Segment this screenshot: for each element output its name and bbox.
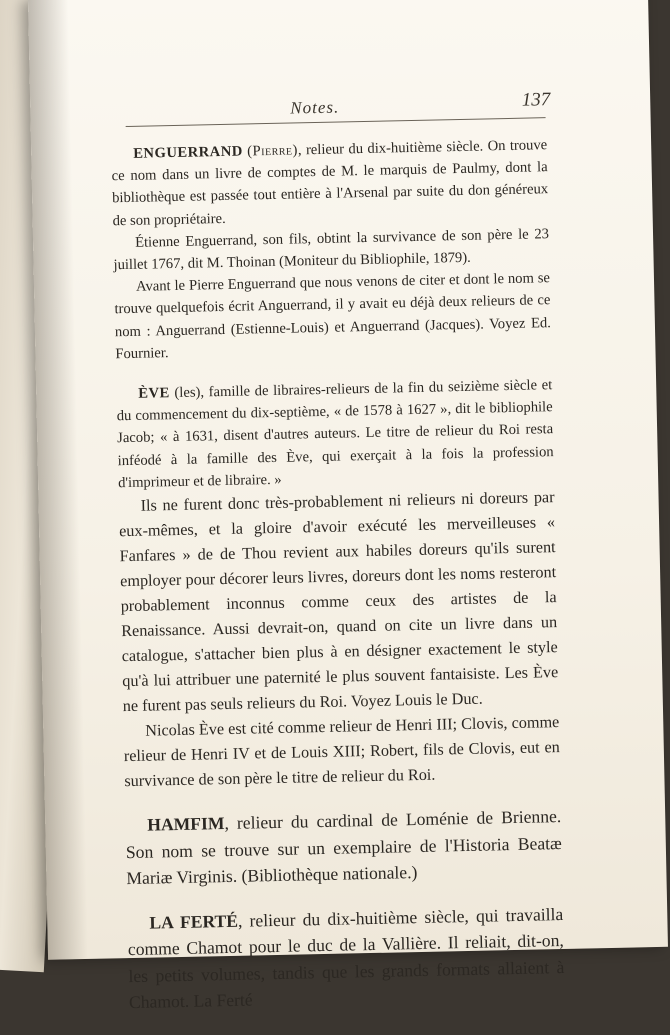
entry-paragraph (127, 901, 565, 1016)
entry-paragraph (111, 134, 549, 232)
entry-headword: ÈVE (138, 385, 170, 402)
entry-text: , relieur du dix-huitième siècle. On trouve ce nom dans un livre de comptes de M. le marquis de Paulmy, dont la bibliothèque est passée tout entière à l'Arsenal par suite du don généreux de son propriétaire. (111, 137, 549, 229)
entry-enguerrand (111, 134, 552, 365)
entry-paragraph: Avant le Pierre Enguerrand que nous venons de citer et dont le nom se trouve quelquefois écrit Anguerrand, il y avait eu déjà deux relieurs de ce nom : Anguerrand (Estienne-Louis) et Anguerrand (Jacques). Voyez Ed. Fournier. (114, 270, 552, 363)
entry-paragraph: Étienne Enguerrand, son fils, obtint la survivance de son père le 23 juillet 1767, dit M. Thoinan (Moniteur du Bibliophile, 1879). (113, 225, 550, 274)
entry-text: , famille de libraires-relieurs de la fin du seizième siècle et du commencement du dix-septième, « de 1578 à 1627 », dit le bibliophile Jacob; « à 1631, disent d'autres auteurs. Le titre de relieur du Roi resta inféodé à la famille des Ève, qui exerçait à la fois la profession d'imprimeur et de libraire. » (116, 377, 554, 492)
page-number: 137 (521, 89, 551, 111)
entry-eve (116, 374, 561, 794)
entry-headword: ENGUERRAND (133, 143, 243, 162)
entry-paragraph: Ils ne furent donc très-probablement ni relieurs ni doreurs par eux-mêmes, et la gloire d'avoir exécuté les merveilleuses « Fanfares » de de Thou revient aux habiles doreurs qu'ils surent employer pour décorer leurs livres, doreurs dont les noms resteront probablement inconnus comme ceux des artistes de la Renaissance. Aussi devrait-on, quand on cite un livre dans un catalogue, s'attacher bien plus à en désigner exactement le style qu'à lui attribuer une paternité le plus souvent fantaisiste. Les Ève ne furent pas seuls relieurs du Roi. Voyez Louis le Duc. (118, 488, 559, 716)
book-page (28, 0, 668, 1013)
entry-la-ferte (127, 901, 565, 1016)
entry-paragraph: Nicolas Ève est cité comme relieur de Henri III; Clovis, comme relieur de Henri IV et de Louis XIII; Robert, fils de Clovis, eut en survivance de son père le titre de relieur du Roi. (123, 713, 560, 791)
entry-text: , relieur du cardinal de Loménie de Brienne. Son nom se trouve sur un exemplaire de l'Historia Beatæ Mariæ Virginis. (Bibliothèque nationale.) (125, 806, 562, 889)
entry-text: , relieur du dix-huitième siècle, qui travailla comme Chamot pour le duc de la Vallière. Il reliait, dit-on, les petits volumes, tandis que les grands formats allaient à Chamot. La Ferté (127, 903, 565, 1013)
entry-qualifier: (Pierre) (247, 142, 299, 160)
entry-paragraph (125, 803, 563, 892)
entry-paragraph (116, 374, 554, 494)
entry-qualifier: (les) (174, 384, 201, 402)
entry-headword: HAMFIM (147, 813, 225, 835)
running-title: Notes. (290, 97, 340, 118)
entry-headword: LA FERTÉ (149, 910, 239, 933)
entry-hamfim (125, 803, 563, 892)
notes-body (111, 134, 566, 1033)
